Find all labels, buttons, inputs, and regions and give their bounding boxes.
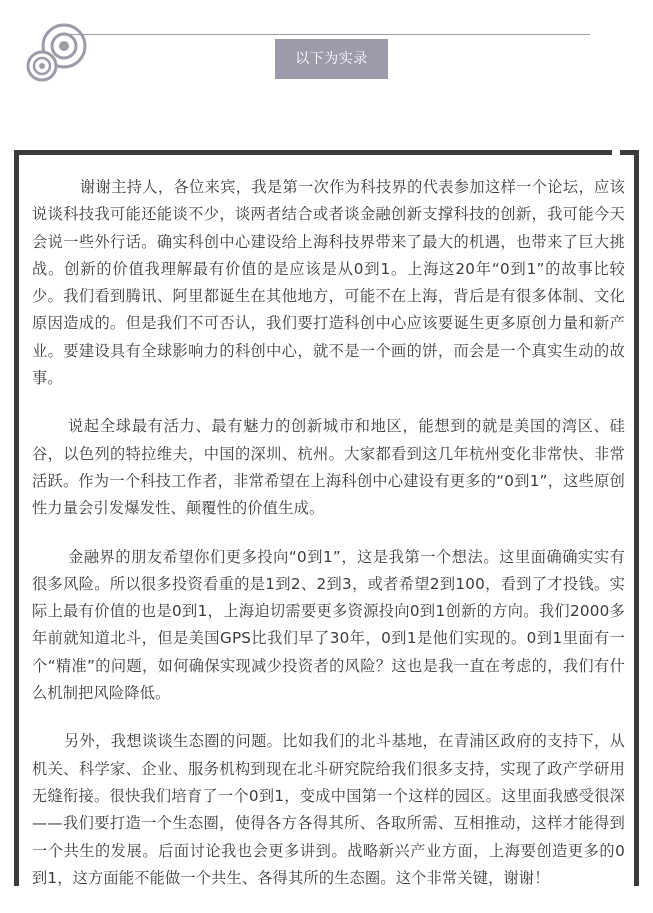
- transcript-paragraph-2: 说起全球最有活力、最有魅力的创新城市和地区，能想到的就是美国的湾区、硅谷，以色列的特拉维夫，中国的深圳、杭州。大家都看到这几年杭州变化非常快、非常活跃。作为一个科技工作者，非常希望在上海科创中心建设有更多的“0到1”，这些原创性力量会引发爆发性、颠覆性的价值生成。: [32, 417, 625, 518]
- frame-left-border: [14, 150, 19, 886]
- transcript-paragraph-4: 另外，我想谈谈生态圈的问题。比如我们的北斗基地，在青浦区政府的支持下，从机关、科学家、企业、服务机构到现在北斗研究院给我们很多支持，实现了政产学研用无缝衔接。很快我们培育了一个0到1，变成中国第一个这样的园区。这里面我感受很深——我们要打造一个生态圈，使得各方各得其所、各取所需、互相推动，这样才能得到一个共生的发展。后面讨论我也会更多讲到。战略新兴产业方面，上海要创造更多的0到1，这方面能不能做一个共生、各得其所的生态圈。这个非常关键，谢谢！: [32, 732, 625, 887]
- concentric-circles-icon: [0, 0, 100, 90]
- frame-top-border: [14, 150, 639, 155]
- header-divider: [62, 34, 590, 35]
- frame-right-border: [634, 150, 639, 886]
- transcript-body: [32, 174, 625, 913]
- section-title-tag: 以下为实录: [275, 39, 388, 79]
- header: [0, 0, 653, 100]
- transcript-paragraph-1: 谢谢主持人，各位来宾，我是第一次作为科技界的代表参加这样一个论坛，应该说谈科技我可能还能谈不少，谈两者结合或者谈金融创新支撑科技的创新，我可能今天会说一些外行话。确实科创中心建设给上海科技界带来了最大的机遇，也带来了巨大挑战。创新的价值我理解最有价值的是应该是从0到1。上海这20年“0到1”的故事比较少。我们看到腾讯、阿里都诞生在其他地方，可能不在上海，背后是有很多体制、文化原因造成的。但是我们不可否认，我们要打造科创中心应该要诞生更多原创力量和新产业。要建设具有全球影响力的科创中心，就不是一个画的饼，而会是一个真实生动的故事。: [32, 178, 625, 388]
- frame-top-border-left: [14, 150, 612, 155]
- transcript-paragraph-3: 金融界的朋友希望你们更多投向“0到1”，这是我第一个想法。这里面确确实实有很多风险。所以很多投资看重的是1到2、2到3，或者希望2到100，看到了才投钱。实际上最有价值的也是0到1，上海迫切需要更多资源投向0到1创新的方向。我们2000多年前就知道北斗，但是美国GPS比我们早了30年，0到1是他们实现的。0到1里面有一个“精准”的问题，如何确保实现减少投资者的风险？这也是我一直在考虑的，我们有什么机制把风险降低。: [32, 547, 625, 703]
